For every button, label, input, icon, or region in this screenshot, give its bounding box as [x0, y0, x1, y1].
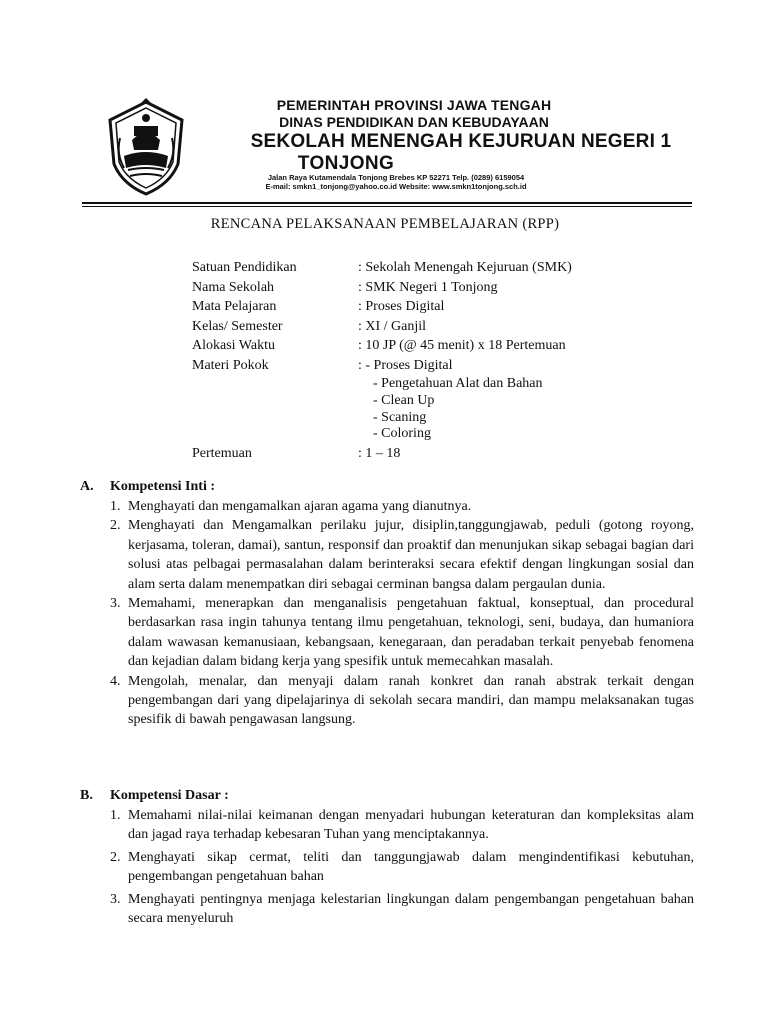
identity-row [192, 317, 572, 337]
list-item [110, 497, 694, 516]
identity-value: : SMK Negeri 1 Tonjong [358, 279, 498, 295]
identity-value: : - Proses Digital [358, 357, 453, 373]
item-text: Menghayati pentingnya menjaga kelestarian lingkungan dalam pengembangan pengetahuan bahan secara menyeluruh [128, 891, 694, 927]
identity-label: Satuan Pendidikan [192, 260, 297, 275]
letterhead-department: DINAS PENDIDIKAN DAN KEBUDAYAAN [279, 114, 549, 130]
letterhead-school-name: SEKOLAH MENENGAH KEJURUAN NEGERI 1 [250, 131, 672, 152]
letterhead-school-location: TONJONG [297, 153, 395, 174]
section-letter: B. [80, 788, 93, 803]
list-item [110, 806, 694, 845]
list-item [110, 890, 694, 929]
identity-row [192, 278, 572, 298]
province-emblem-logo [104, 98, 188, 196]
kompetensi-dasar-list [110, 806, 694, 928]
identity-value: : Sekolah Menengah Kejuruan (SMK) [358, 260, 572, 275]
letterhead-divider-thick [82, 202, 692, 204]
kompetensi-inti-list [110, 497, 694, 730]
letterhead-contact: E-mail: smkn1_tonjong@yahoo.co.id Website: www.smkn1tonjong.sch.id [265, 182, 527, 191]
list-item [110, 672, 694, 730]
identity-label: Alokasi Waktu [192, 338, 275, 353]
item-number: 1. [110, 499, 121, 514]
item-number: 1. [110, 808, 121, 823]
identity-label: Nama Sekolah [192, 279, 275, 295]
section-letter: A. [80, 479, 94, 494]
item-text: Mengolah, menalar, dan menyaji dalam ranah konkret dan ranah abstrak terkait dengan pengembangan dari yang dipelajarinya di sekolah secara mandiri, dan mampu melaksanakan tugas spesifik di bawah pengawasan langsung. [128, 673, 694, 728]
list-item [110, 594, 694, 672]
list-item [110, 848, 694, 887]
item-text: Menghayati dan mengamalkan ajaran agama yang dianutnya. [128, 499, 472, 514]
item-text: Menghayati sikap cermat, teliti dan tanggungjawab dalam mengindentifikasi kebutuhan, pengembangan pengetahuan bahan [128, 849, 694, 885]
materi-subtopic: - Coloring [373, 426, 431, 442]
identity-row [192, 258, 572, 278]
section-b-heading [80, 788, 229, 804]
section-a-heading [80, 479, 215, 495]
item-number: 4. [110, 673, 121, 689]
identity-row [192, 297, 572, 317]
item-number: 2. [110, 518, 121, 534]
item-text: Memahami, menerapkan dan menganalisis pengetahuan faktual, konseptual, dan procedural berdasarkan rasa ingin tahunya tentang ilmu pengetahuan, teknologi, seni, budaya, dan humaniora dalam wawasan kemanusiaan, kebangsaan, kenegaraan, dan peradaban terkait penyebab fenomena dan kejadian dalam bidang kerja yang spesifik untuk memecahkan masalah. [128, 596, 694, 670]
identity-value: : 1 – 18 [358, 446, 401, 462]
identity-value: : XI / Ganjil [358, 318, 427, 334]
item-text: Menghayati dan Mengamalkan perilaku jujur, disiplin,tanggungjawab, peduli (gotong royong, kerjasama, toleran, damai), santun, responsif dan proaktif dan menunjukan sikap sebagai bagian dari solusi atas pelbagai permasalahan dalam berinteraksi secara efektif dengan lingkungan sosial dan alam serta dalam menempatkan diri sebagai cerminan bangsa dalam pergaulan dunia. [128, 518, 694, 592]
document-title: RENCANA PELAKSANAAN PEMBELAJARAN (RPP) [210, 216, 560, 232]
materi-subtopic: - Pengetahuan Alat dan Bahan [373, 376, 543, 391]
letterhead-government: PEMERINTAH PROVINSI JAWA TENGAH [276, 97, 552, 113]
identity-label: Pertemuan [192, 446, 252, 462]
item-number: 3. [110, 891, 121, 907]
item-text: Memahami nilai-nilai keimanan dengan menyadari hubungan keteraturan dan kompleksitas alam dan jagad raya terhadap kebesaran Tuhan yang menciptakannya. [128, 808, 694, 843]
materi-subtopic: - Clean Up [373, 392, 435, 408]
identity-label: Materi Pokok [192, 357, 269, 373]
identity-label: Kelas/ Semester [192, 318, 283, 334]
item-number: 2. [110, 849, 121, 865]
identity-label: Mata Pelajaran [192, 299, 277, 314]
item-number: 3. [110, 596, 121, 612]
identity-table [192, 258, 572, 464]
identity-row [192, 444, 572, 464]
materi-subtopic: - Scaning [373, 409, 427, 425]
letterhead-divider-thin [82, 206, 692, 207]
identity-value: : Proses Digital [358, 299, 445, 314]
section-title: Kompetensi Dasar : [110, 788, 229, 803]
list-item [110, 516, 694, 594]
identity-row [192, 336, 572, 356]
letterhead-address: Jalan Raya Kutamendala Tonjong Brebes KP 52271 Telp. (0289) 6159054 [267, 173, 525, 182]
identity-row [192, 356, 572, 376]
identity-value: : 10 JP (@ 45 menit) x 18 Pertemuan [358, 338, 566, 353]
section-title: Kompetensi Inti : [110, 479, 215, 494]
materi-subtopics [192, 376, 572, 443]
